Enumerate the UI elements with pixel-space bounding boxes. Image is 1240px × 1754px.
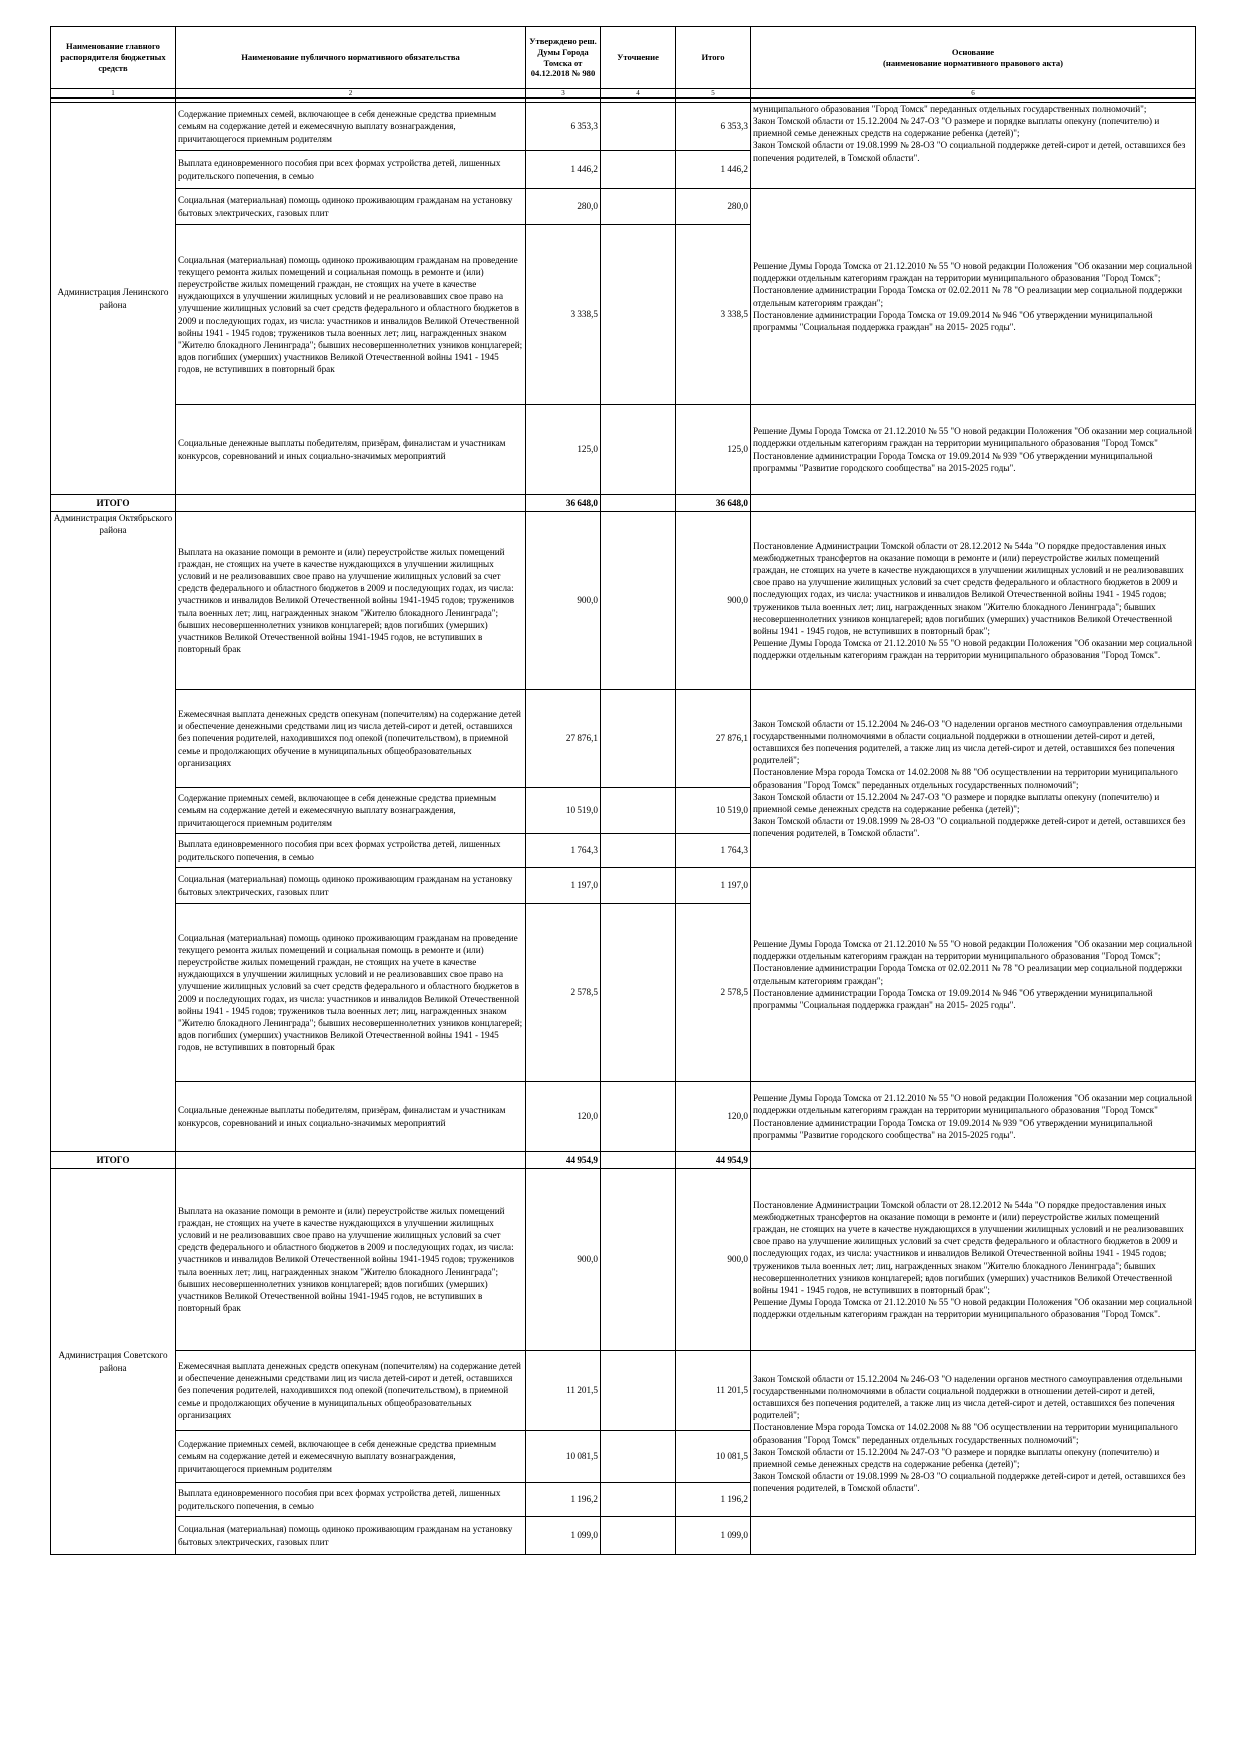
approved-value: 1 197,0 <box>526 868 601 904</box>
table-row <box>51 1082 1196 1152</box>
obligations-table <box>50 26 1196 1555</box>
obligation-name: Социальная (материальная) помощь одиноко проживающим гражданам на проведение текущего ремонта жилых помещений и социальная помощь в ремонте и (или) переустройстве жилых помещений граждан, не стоящих на учете в качестве нуждающихся в улучшении жилищных условий и не реализовавших свое право на улучшение жилищных условий за счет средств федерального и областного бюджетов в 2009 и последующих годах, из числа: участников и инвалидов Великой Отечественной войны 1941 - 1945 годов; тружеников тыла военных лет; лиц, награжденных знаком "Жителю блокадного Ленинграда"; бывших несовершеннолетних узников концлагерей; вдов погибших (умерших) участников Великой Отечественной войны 1941 - 1945 годов, не вступивших в повторный брак <box>176 225 526 405</box>
basis-text: Постановление Администрации Томской области от 28.12.2012 № 544а "О порядке предоставления иных межбюджетных трансфертов на оказание помощи в ремонте и (или) переустройстве жилых помещений граждан, не стоящих на учете в качестве нуждающихся в улучшении жилищных условий и не реализовавших свое право на улучшение жилищных условий за счет средств федерального и областного бюджетов в 2009 и последующих годах, из числа: участников и инвалидов Великой Отечественной войны 1941 - 1945 годов; тружеников тыла военных лет; лиц, награжденных знаком "Жителю блокадного Ленинграда"; бывших несовершеннолетних узников концлагерей; вдов погибших (умерших) участников Великой Отечественной войны 1941 - 1945 годов, не вступивших в повторный брак"; Решение Думы Города Томска от 21.12.2010 № 55 "О новой редакции Положения "Об оказании мер социальной поддержки отдельным категориям граждан на территории муниципального образования "Город Томск". <box>751 512 1196 690</box>
header-col-approved: Утверждено реш. Думы Города Томска от 04.12.2018 № 980 <box>526 27 601 89</box>
adjustment-value <box>601 1431 676 1483</box>
obligation-name: Содержание приемных семей, включающее в себя денежные средства приемным семьям на содержание детей и ежемесячную выплату вознаграждения, причитающегося приемным родителям <box>176 103 526 151</box>
table-row <box>51 690 1196 788</box>
obligation-name: Выплата на оказание помощи в ремонте и (или) переустройстве жилых помещений граждан, не стоящих на учете в качестве нуждающихся в улучшении жилищных условий и не реализовавших свое право на улучшение жилищных условий за счет средств федерального и областного бюджетов в 2009 и последующих годах, из числа: участников и инвалидов Великой Отечественной войны 1941-1945 годов; тружеников тыла военных лет; лиц, награжденных знаком "Жителю блокадного Ленинграда"; бывших несовершеннолетних узников концлагерей; вдов погибших (умерших) участников Великой Отечественной войны 1941-1945 годов, не вступивших в повторный брак <box>176 1169 526 1351</box>
total-label: ИТОГО <box>51 495 176 512</box>
table-row <box>51 868 1196 904</box>
adjustment-value <box>601 189 676 225</box>
obligation-name: Социальные денежные выплаты победителям, призёрам, финалистам и участникам конкурсов, соревнований и иных социально-значимых мероприятий <box>176 405 526 495</box>
obligation-name: Выплата единовременного пособия при всех формах устройства детей, лишенных родительского попечения, в семью <box>176 151 526 189</box>
header-col-adjustment: Уточнение <box>601 27 676 89</box>
column-number: 4 <box>601 89 676 99</box>
total-value: 120,0 <box>676 1082 751 1152</box>
total-value: 11 201,5 <box>676 1351 751 1431</box>
header-col-basis: Основание (наименование нормативного правового акта) <box>751 27 1196 89</box>
column-number: 2 <box>176 89 526 99</box>
total-value: 10 081,5 <box>676 1431 751 1483</box>
total-row <box>51 495 1196 512</box>
approved-total: 44 954,9 <box>526 1152 601 1169</box>
obligation-name: Выплата единовременного пособия при всех формах устройства детей, лишенных родительского попечения, в семью <box>176 1483 526 1517</box>
table-row <box>51 1517 1196 1555</box>
table-row <box>51 512 1196 690</box>
adjustment-value <box>601 225 676 405</box>
approved-value: 2 578,5 <box>526 904 601 1082</box>
basis-text: Постановление Администрации Томской области от 28.12.2012 № 544а "О порядке предоставления иных межбюджетных трансфертов на оказание помощи в ремонте и (или) переустройстве жилых помещений граждан, не стоящих на учете в качестве нуждающихся в улучшении жилищных условий и не реализовавших свое право на улучшение жилищных условий за счет средств федерального и областного бюджетов в 2009 и последующих годах, из числа: участников и инвалидов Великой Отечественной войны 1941 - 1945 годов; тружеников тыла военных лет; лиц, награжденных знаком "Жителю блокадного Ленинграда"; бывших несовершеннолетних узников концлагерей; вдов погибших (умерших) участников Великой Отечественной войны 1941 - 1945 годов, не вступивших в повторный брак"; Решение Думы Города Томска от 21.12.2010 № 55 "О новой редакции Положения "Об оказании мер социальной поддержки отдельным категориям граждан на территории муниципального образования "Город Томск". <box>751 1169 1196 1351</box>
total-value: 1 196,2 <box>676 1483 751 1517</box>
adjustment-value <box>601 1517 676 1555</box>
basis-text: Решение Думы Города Томска от 21.12.2010 № 55 "О новой редакции Положения "Об оказании мер социальной поддержки отдельным категориям граждан на территории муниципального образования "Город Томск" Постановление администрации Города Томска от 19.09.2014 № 939 "Об утверждении муниципальной программы "Развитие городского сообщества" на 2015-2025 годы". <box>751 405 1196 495</box>
total-value: 1 764,3 <box>676 834 751 868</box>
grand-total: 44 954,9 <box>676 1152 751 1169</box>
org-name: Администрация Советского района <box>51 1169 176 1555</box>
adjustment-value <box>601 1082 676 1152</box>
basis-text: Решение Думы Города Томска от 21.12.2010 № 55 "О новой редакции Положения "Об оказании мер социальной поддержки отдельным категориям граждан на территории муниципального образования "Город Томск"; Постановление администрации Города Томска от 02.02.2011 № 78 "О реализации мер социальной поддержки отдельным категориям граждан"; Постановление администрации Города Томска от 19.09.2014 № 946 "Об утверждении муниципальной программы "Социальная поддержка граждан" на 2015- 2025 годы". <box>751 868 1196 1082</box>
approved-value: 280,0 <box>526 189 601 225</box>
total-value: 2 578,5 <box>676 904 751 1082</box>
document-page <box>50 26 1196 1555</box>
grand-total: 36 648,0 <box>676 495 751 512</box>
adjustment-value <box>601 834 676 868</box>
obligation-name: Содержание приемных семей, включающее в себя денежные средства приемным семьям на содержание детей и ежемесячную выплату вознаграждения, причитающегося приемным родителям <box>176 788 526 834</box>
approved-value: 1 099,0 <box>526 1517 601 1555</box>
approved-value: 27 876,1 <box>526 690 601 788</box>
approved-value: 900,0 <box>526 1169 601 1351</box>
obligation-name: Социальная (материальная) помощь одиноко проживающим гражданам на установку бытовых электрических, газовых плит <box>176 1517 526 1555</box>
approved-value: 1 446,2 <box>526 151 601 189</box>
table-row <box>51 103 1196 151</box>
obligation-name: Социальная (материальная) помощь одиноко проживающим гражданам на установку бытовых электрических, газовых плит <box>176 868 526 904</box>
approved-value: 10 081,5 <box>526 1431 601 1483</box>
approved-value: 10 519,0 <box>526 788 601 834</box>
approved-value: 1 764,3 <box>526 834 601 868</box>
total-value: 900,0 <box>676 1169 751 1351</box>
column-number: 5 <box>676 89 751 99</box>
approved-value: 125,0 <box>526 405 601 495</box>
approved-value: 120,0 <box>526 1082 601 1152</box>
approved-total: 36 648,0 <box>526 495 601 512</box>
header-col-obligation: Наименование публичного нормативного обязательства <box>176 27 526 89</box>
adjustment-value <box>601 904 676 1082</box>
table-row <box>51 1169 1196 1351</box>
approved-value: 6 353,3 <box>526 103 601 151</box>
obligation-name: Содержание приемных семей, включающее в себя денежные средства приемным семьям на содержание детей и ежемесячную выплату вознаграждения, причитающегося приемным родителям <box>176 1431 526 1483</box>
header-col-organization: Наименование главного распорядителя бюджетных средств <box>51 27 176 89</box>
total-value: 6 353,3 <box>676 103 751 151</box>
basis-empty <box>751 1517 1196 1555</box>
adjustment-value <box>601 405 676 495</box>
total-value: 1 099,0 <box>676 1517 751 1555</box>
obligation-name: Социальная (материальная) помощь одиноко проживающим гражданам на установку бытовых электрических, газовых плит <box>176 189 526 225</box>
table-row <box>51 405 1196 495</box>
total-value: 1 197,0 <box>676 868 751 904</box>
adjustment-value <box>601 103 676 151</box>
basis-text: муниципального образования "Город Томск" переданных отдельных государственных полномочий"; Закон Томской области от 15.12.2004 № 247-ОЗ "О размере и порядке выплаты опекуну (попечителю) и приемной семье денежных средств на содержание ребенка (детей)"; Закон Томской области от 19.08.1999 № 28-ОЗ "О социальной поддержке детей-сирот и детей, оставшихся без попечения родителей, в Томской области". <box>751 103 1196 189</box>
adjustment-value <box>601 1169 676 1351</box>
org-name: Администрация Ленинского района <box>51 103 176 495</box>
basis-text: Решение Думы Города Томска от 21.12.2010 № 55 "О новой редакции Положения "Об оказании мер социальной поддержки отдельным категориям граждан на территории муниципального образования "Город Томск" Постановление администрации Города Томска от 19.09.2014 № 939 "Об утверждении муниципальной программы "Развитие городского сообщества" на 2015-2025 годы". <box>751 1082 1196 1152</box>
approved-value: 1 196,2 <box>526 1483 601 1517</box>
header-col-total: Итого <box>676 27 751 89</box>
approved-value: 900,0 <box>526 512 601 690</box>
total-row <box>51 1152 1196 1169</box>
adjustment-value <box>601 788 676 834</box>
obligation-name: Выплата на оказание помощи в ремонте и (или) переустройстве жилых помещений граждан, не стоящих на учете в качестве нуждающихся в улучшении жилищных условий и не реализовавших свое право на улучшение жилищных условий за счет средств федерального и областного бюджетов в 2009 и последующих годах, из числа: участников и инвалидов Великой Отечественной войны 1941-1945 годов; тружеников тыла военных лет; лиц, награжденных знаком "Жителю блокадного Ленинграда"; бывших несовершеннолетних узников концлагерей; вдов погибших (умерших) участников Великой Отечественной войны 1941-1945 годов, не вступивших в повторный брак <box>176 512 526 690</box>
org-name: Администрация Октябрьского района <box>51 512 176 1152</box>
approved-value: 3 338,5 <box>526 225 601 405</box>
adjustment-value <box>601 1483 676 1517</box>
adjustment-value <box>601 512 676 690</box>
column-number: 3 <box>526 89 601 99</box>
obligation-name: Выплата единовременного пособия при всех формах устройства детей, лишенных родительского попечения, в семью <box>176 834 526 868</box>
obligation-name: Ежемесячная выплата денежных средств опекунам (попечителям) на содержание детей и обеспечение денежными средствами лиц из числа детей-сирот и детей, оставшихся без попечения родителей, находившихся под опекой (попечительством), в приемной семье и продолжающих обучение в муниципальных общеобразовательных организациях <box>176 1351 526 1431</box>
total-value: 125,0 <box>676 405 751 495</box>
total-value: 280,0 <box>676 189 751 225</box>
column-number: 1 <box>51 89 176 99</box>
table-header-row <box>51 27 1196 89</box>
column-number-row <box>51 89 1196 99</box>
basis-text: Решение Думы Города Томска от 21.12.2010 № 55 "О новой редакции Положения "Об оказании мер социальной поддержки отдельным категориям граждан на территории муниципального образования "Город Томск"; Постановление администрации Города Томска от 02.02.2011 № 78 "О реализации мер социальной поддержки отдельным категориям граждан"; Постановление администрации Города Томска от 19.09.2014 № 946 "Об утверждении муниципальной программы "Социальная поддержка граждан" на 2015- 2025 годы". <box>751 189 1196 405</box>
table-row <box>51 1351 1196 1431</box>
approved-value: 11 201,5 <box>526 1351 601 1431</box>
table-row <box>51 189 1196 225</box>
adjustment-value <box>601 868 676 904</box>
total-value: 27 876,1 <box>676 690 751 788</box>
obligation-name: Социальные денежные выплаты победителям, призёрам, финалистам и участникам конкурсов, соревнований и иных социально-значимых мероприятий <box>176 1082 526 1152</box>
adjustment-value <box>601 151 676 189</box>
total-value: 10 519,0 <box>676 788 751 834</box>
column-number: 6 <box>751 89 1196 99</box>
total-label: ИТОГО <box>51 1152 176 1169</box>
obligation-name: Социальная (материальная) помощь одиноко проживающим гражданам на проведение текущего ремонта жилых помещений и социальная помощь в ремонте и (или) переустройстве жилых помещений граждан, не стоящих на учете в качестве нуждающихся в улучшении жилищных условий и не реализовавших свое право на улучшение жилищных условий за счет средств федерального и областного бюджетов в 2009 и последующих годах, из числа: участников и инвалидов Великой Отечественной войны 1941 - 1945 годов; тружеников тыла военных лет; лиц, награжденных знаком "Жителю блокадного Ленинграда"; бывших несовершеннолетних узников концлагерей; вдов погибших (умерших) участников Великой Отечественной войны 1941 - 1945 годов, не вступивших в повторный брак <box>176 904 526 1082</box>
total-value: 900,0 <box>676 512 751 690</box>
basis-text: Закон Томской области от 15.12.2004 № 246-ОЗ "О наделении органов местного самоуправления отдельными государственными полномочиями в области социальной поддержки в отношении детей-сирот и детей, оставшихся без попечения родителей, а также лиц из числа детей-сирот и детей, оставшихся без попечения родителей"; Постановление Мэра города Томска от 14.02.2008 № 88 "Об осуществлении на территории муниципального образования "Город Томск" переданных отдельных государственных полномочий"; Закон Томской области от 15.12.2004 № 247-ОЗ "О размере и порядке выплаты опекуну (попечителю) и приемной семье денежных средств на содержание ребенка (детей)"; Закон Томской области от 19.08.1999 № 28-ОЗ "О социальной поддержке детей-сирот и детей, оставшихся без попечения родителей, в Томской области". <box>751 690 1196 868</box>
total-value: 3 338,5 <box>676 225 751 405</box>
total-value: 1 446,2 <box>676 151 751 189</box>
adjustment-value <box>601 1351 676 1431</box>
basis-text: Закон Томской области от 15.12.2004 № 246-ОЗ "О наделении органов местного самоуправления отдельными государственными полномочиями в области социальной поддержки в отношении детей-сирот и детей, оставшихся без попечения родителей, а также лиц из числа детей-сирот и детей, оставшихся без попечения родителей"; Постановление Мэра города Томска от 14.02.2008 № 88 "Об осуществлении на территории муниципального образования "Город Томск" переданных отдельных государственных полномочий"; Закон Томской области от 15.12.2004 № 247-ОЗ "О размере и порядке выплаты опекуну (попечителю) и приемной семье денежных средств на содержание ребенка (детей)"; Закон Томской области от 19.08.1999 № 28-ОЗ "О социальной поддержке детей-сирот и детей, оставшихся без попечения родителей, в Томской области". <box>751 1351 1196 1517</box>
adjustment-value <box>601 690 676 788</box>
obligation-name: Ежемесячная выплата денежных средств опекунам (попечителям) на содержание детей и обеспечение денежными средствами лиц из числа детей-сирот и детей, оставшихся без попечения родителей, находившихся под опекой (попечительством), в приемной семье и продолжающих обучение в муниципальных общеобразовательных организациях <box>176 690 526 788</box>
